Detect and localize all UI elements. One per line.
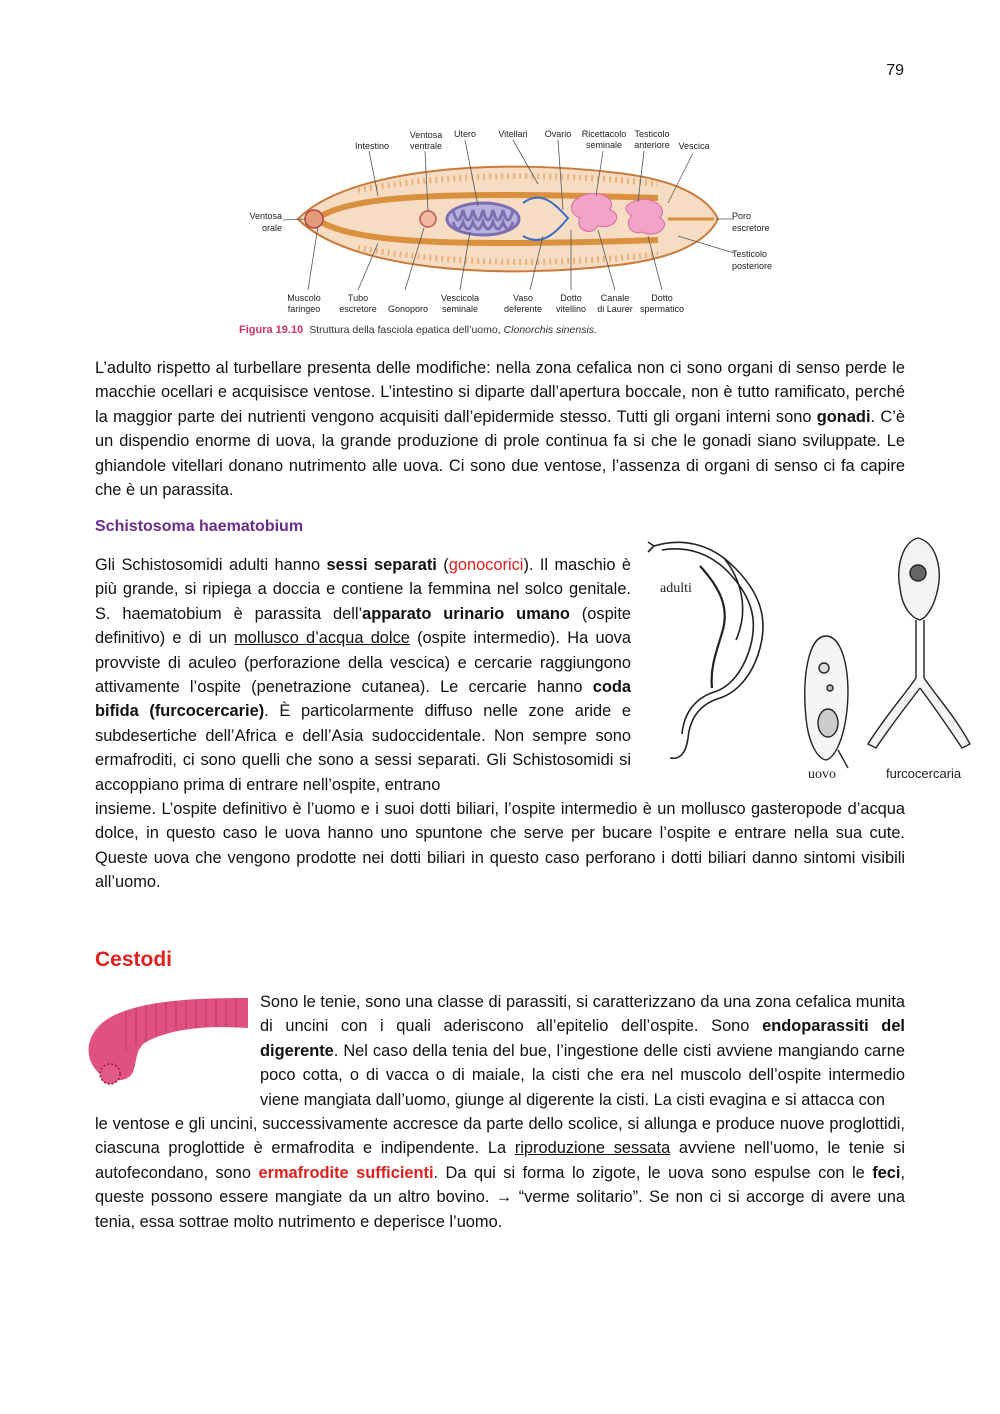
- para3b-text-5: “verme solitario”. Se non ci si accorge di avere una tenia, essa sottrae molto nutrimento e deperisce l’uomo.: [95, 1188, 905, 1231]
- para1-text-2: . C’è un dispendio enorme di uova, la grande produzione di prole continua fa si che le gonadi siano sviluppate. Le ghiandole vitellari donano nutrimento alle uova. Ci sono due ventose, l’assenza di organi di senso ci fa capire che è un parassita.: [95, 407, 905, 500]
- para3-text-1: Sono le tenie, sono una classe di parassiti, si caratterizzano da una zona cefalica munita di uncini con i quali aderiscono all’epitelio dell’ospite. Sono: [260, 993, 905, 1036]
- schistosoma-illustration: [640, 528, 980, 788]
- label-tubo-2: escretore: [339, 304, 377, 314]
- label-ovario: Ovario: [544, 129, 572, 139]
- tapeworm-image: [66, 990, 248, 1098]
- para2-text-4: (ospite definitivo) e di un: [95, 604, 631, 648]
- label-uovo: uovo: [808, 767, 836, 782]
- label-dotto-vitellino: Dotto: [560, 293, 582, 303]
- label-furcocercaria: furcocercaria: [886, 766, 962, 781]
- label-vaso: Vaso: [513, 293, 533, 303]
- para2-underline-mollusco: mollusco d’acqua dolce: [234, 629, 410, 648]
- para2-text-6: . È particolarmente diffuso nelle zone aride e subdesertiche dell’Africa e dell’Asia sudoccidentale. Non sempre sono ermafroditi, ci sono quelli che sono a sessi separati. Gli Schistosomidi si accoppiano prima di entrare nell’ospite, entrano: [95, 702, 631, 794]
- paragraph-cestodi: [260, 990, 905, 1112]
- label-vescicola-2: seminale: [441, 304, 479, 314]
- label-dotto-spermatico-2: spermatico: [639, 304, 685, 314]
- para3-text-2: . Nel caso della tenia del bue, l’ingestione delle cisti avviene mangiando carne poco cotta, o di vacca o di maiale, la cisti che era nel muscolo dell’ospite intermedio viene mangiata dall’uomo, giunge al digerente la cisti. La cisti evagina e si attacca con: [260, 1041, 905, 1109]
- label-canale-2: di Laurer: [597, 304, 633, 314]
- paragraph-schistosoma-continued: insieme. L’ospite definitivo è l’uomo e i suoi dotti biliari, l’ospite intermedio è un mollusco gasteropode d’acqua dolce, in questo caso le uova hanno uno spuntone che serve per bucare l’ospite e entrare nella sua cute. Queste uova che vengono prodotte nei dotti biliari in questo caso perforano i dotti biliari danno sintomi visibili all’uomo.: [95, 800, 905, 892]
- label-vescicola: Vescicola: [440, 293, 480, 303]
- para3b-text-4: , queste possono essere mangiate da un altro bovino.: [95, 1163, 905, 1207]
- para2-bold-apparato: apparato urinario umano: [362, 604, 570, 623]
- label-utero: Utero: [453, 129, 477, 139]
- caption-species: Clonorchis sinensis.: [503, 324, 597, 336]
- label-testicolo-anteriore-2: anteriore: [634, 140, 670, 150]
- label-testicolo-anteriore: Testicolo: [634, 129, 670, 139]
- label-ventosa-ventrale: Ventosa: [409, 130, 443, 140]
- arrow-icon: →: [495, 1188, 513, 1207]
- label-ventosa-orale-2: orale: [261, 223, 282, 233]
- para1-text-1: L’adulto rispetto al turbellare presenta delle modifiche: nella zona cefalica non ci sono organi di senso perde le macchie ocellari e acquisisce ventose. L’intestino si diparte dall’apertura boccale, non è tutto ramificato, perché la maggior parte dei nutrienti vengono acquisiti dall’epidermide stesso. Tutti gli organi interni sono: [95, 359, 905, 426]
- label-intestino: Intestino: [354, 141, 390, 151]
- label-ventosa-ventrale-2: ventrale: [409, 141, 443, 151]
- egg-drawing: [805, 636, 848, 768]
- para3-bold-endoparassiti: endoparassiti del digerente: [260, 1017, 905, 1060]
- para3b-red-ermafrodite: ermafrodite sufficienti: [258, 1163, 434, 1182]
- para2-bold-sessi: sessi separati: [326, 556, 437, 574]
- label-adulti: adulti: [660, 581, 692, 596]
- figure-number: Figura 19.10: [239, 324, 304, 336]
- para3b-underline-riproduzione: riproduzione sessata: [514, 1139, 671, 1158]
- label-vaso-2: deferente: [503, 304, 543, 314]
- label-testicolo-posteriore: Testicolo: [732, 249, 768, 259]
- para3b-text-1: le ventose e gli uncini, successivamente accresce da parte dello scolice, si allunga e produce nuove proglottidi, ciascuna proglottide è ermafrodita e indipendente. La: [95, 1115, 905, 1158]
- label-ricettacolo-2: seminale: [585, 140, 623, 150]
- label-poro-2: escretore: [732, 223, 770, 233]
- label-ventosa-orale: Ventosa: [249, 211, 282, 221]
- adult-worms-drawing: [648, 542, 763, 758]
- para1-bold-gonadi: gonadi: [816, 407, 871, 426]
- para2-text-3: ). Il maschio è più grande, si ripiega a doccia e contiene la femmina nel solco genitale. S. haematobium è parassita dell’: [95, 556, 632, 623]
- para2-red-gonocorici: gonocorici: [448, 556, 524, 574]
- clonorchis-diagram: [238, 118, 790, 323]
- page-number: 79: [886, 62, 904, 79]
- label-ricettacolo: Ricettacolo: [581, 129, 627, 139]
- paragraph-cestodi-continued: [95, 1112, 905, 1234]
- label-muscolo-2: faringeo: [287, 304, 321, 314]
- label-gonoporo: Gonoporo: [387, 304, 429, 314]
- para2-bold-coda: coda bifida (furcocercarie): [95, 678, 631, 721]
- caption-text: Struttura della fasciola epatica dell’uomo,: [309, 324, 501, 336]
- para2-text-1: Gli Schistosomidi adulti hanno: [95, 556, 327, 574]
- label-canale: Canale: [600, 293, 630, 303]
- paragraph-adulto: [95, 356, 905, 502]
- section-title-schistosoma: Schistosoma haematobium: [95, 518, 304, 535]
- label-dotto-vitellino-2: vitellino: [555, 304, 587, 314]
- figure-caption: [239, 324, 597, 336]
- section-title-cestodi: Cestodi: [95, 948, 173, 971]
- label-testicolo-posteriore-2: posteriore: [732, 261, 773, 271]
- label-muscolo: Muscolo: [287, 293, 321, 303]
- para3b-text-3: . Da qui si forma lo zigote, le uova sono espulse con le: [433, 1163, 873, 1182]
- para2-text-2: (: [436, 556, 449, 574]
- para3b-text-2: avviene nell’uomo, le tenie si autofecondano, sono: [95, 1139, 905, 1182]
- paragraph-schistosoma: [95, 553, 631, 797]
- para3b-bold-feci: feci: [872, 1163, 901, 1182]
- furcocercaria-drawing: [868, 538, 970, 748]
- label-dotto-spermatico: Dotto: [651, 293, 673, 303]
- label-tubo: Tubo: [347, 293, 369, 303]
- para2-text-5: (ospite intermedio). Ha uova provviste di aculeo (perforazione della vescica) e cercarie raggiungono attivamente l’ospite (penetrazione cutanea). Le cercarie hanno: [95, 629, 631, 697]
- label-vescica: Vescica: [678, 141, 710, 151]
- label-poro: Poro: [732, 211, 752, 221]
- label-vitellari: Vitellari: [498, 129, 528, 139]
